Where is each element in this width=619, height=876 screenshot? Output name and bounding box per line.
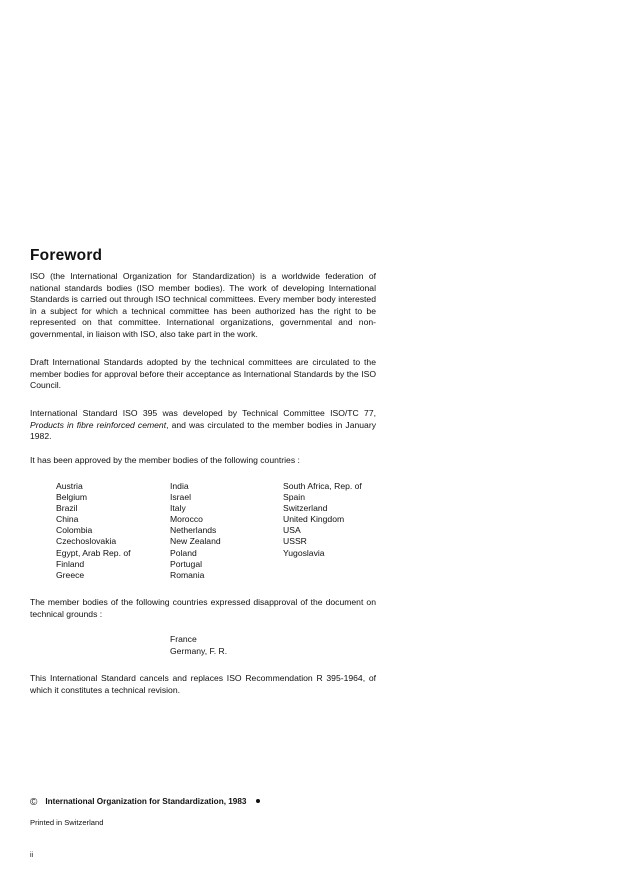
approving-countries-column-3	[283, 481, 362, 559]
disapproving-countries	[170, 634, 227, 657]
page-number: ii	[30, 852, 34, 859]
paragraph-approval: It has been approved by the member bodies of the following countries :	[30, 455, 300, 465]
country-item: Portugal	[170, 558, 203, 569]
printed-note: Printed in Switzerland	[30, 818, 104, 827]
country-item: India	[170, 481, 189, 491]
copyright-line	[30, 797, 260, 808]
development-text-end: , and was circulated to the member bodies in January 1982.	[30, 419, 376, 442]
paragraph-draft-standards: Draft International Standards adopted by the technical committees are circulated to the member bodies for approval before their acceptance as International Standards by the ISO Council.	[30, 357, 376, 391]
country-item: New Zealand	[170, 536, 221, 547]
country-item: United Kingdom	[283, 514, 345, 525]
country-item: Greece	[56, 569, 85, 580]
country-item: USA	[283, 525, 301, 536]
country-item: Finland	[56, 558, 85, 569]
country-item: Czechoslovakia	[56, 536, 117, 547]
paragraph-iso-intro: ISO (the International Organization for Standardization) is a worldwide federation of national standards bodies (ISO member bodies). The work of developing International Standards is carried out through ISO technical committees. Every member body interested in a subject for which a technical committee has been authorized has the right to be represented on that committee. International organizations, governmental and non-governmental, in liaison with ISO, also take part in the work.	[30, 271, 376, 339]
country-item: Netherlands	[170, 525, 217, 536]
country-item: Colombia	[56, 525, 93, 536]
country-item: South Africa, Rep. of	[283, 481, 362, 491]
country-item: Austria	[56, 481, 83, 491]
country-item: Germany, F. R.	[170, 645, 228, 656]
country-item: Yugoslavia	[283, 547, 325, 558]
country-item: Belgium	[56, 492, 88, 503]
country-item: Brazil	[56, 503, 78, 514]
paragraph-cancels: This International Standard cancels and replaces ISO Recommendation R 395-1964, of which it constitutes a technical revision.	[30, 673, 376, 695]
country-item: Switzerland	[283, 503, 328, 514]
approving-countries-column-1	[56, 481, 131, 581]
country-item: Israel	[170, 492, 192, 503]
country-item: France	[170, 634, 197, 644]
paragraph-development	[30, 408, 376, 443]
country-item: Morocco	[170, 514, 203, 525]
development-text-start: International Standard ISO 395 was developed by Technical Committee ISO/TC 77,	[30, 408, 376, 418]
country-item: Italy	[170, 503, 186, 514]
country-item: Romania	[170, 569, 205, 580]
committee-title: Products in fibre reinforced cement	[30, 419, 167, 430]
page-title: Foreword	[30, 247, 103, 264]
bullet-icon	[256, 799, 260, 803]
country-item: Spain	[283, 492, 305, 503]
country-item: China	[56, 514, 79, 525]
country-item: Egypt, Arab Rep. of	[56, 547, 131, 558]
country-item: USSR	[283, 536, 307, 547]
approving-countries-column-2	[170, 481, 221, 581]
paragraph-disapproval: The member bodies of the following countries expressed disapproval of the document on technical grounds :	[30, 597, 376, 619]
copyright-icon: ©	[30, 797, 38, 808]
country-item: Poland	[170, 547, 197, 558]
copyright-text: International Organization for Standardization, 1983	[45, 797, 247, 806]
